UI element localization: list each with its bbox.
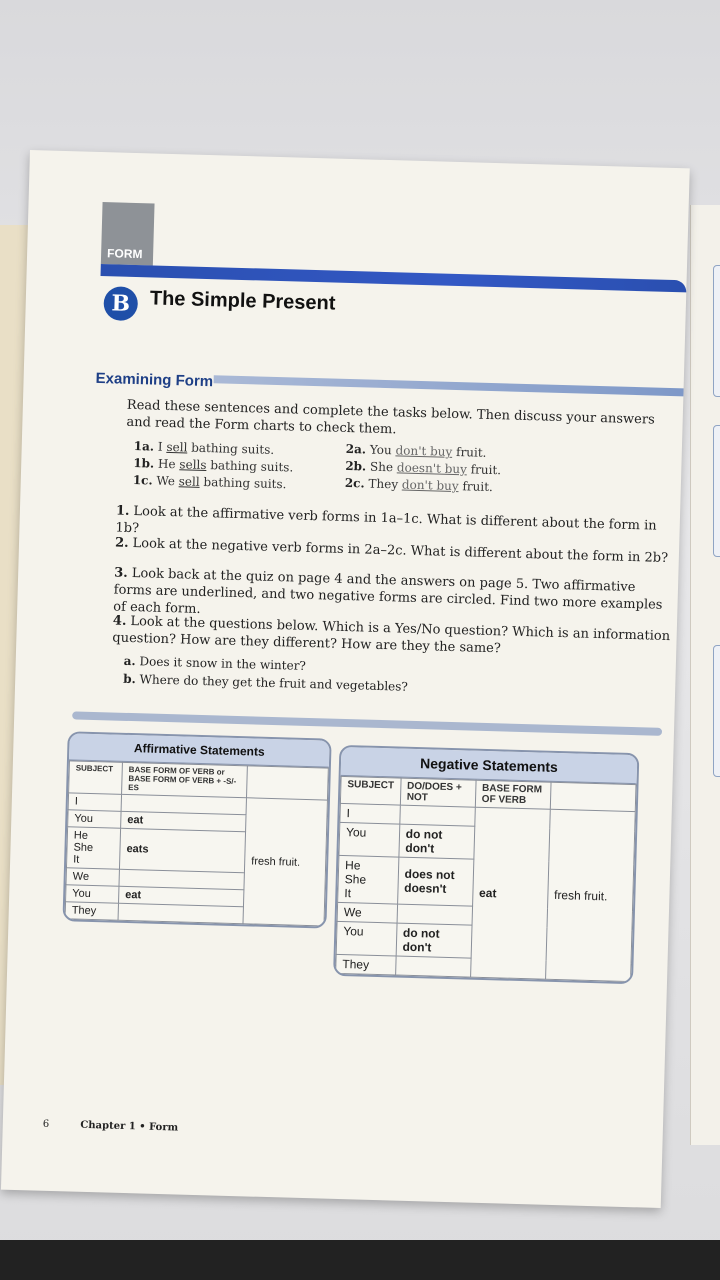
subject-cell: He She It bbox=[338, 855, 399, 904]
right-page-edge bbox=[690, 205, 720, 1145]
aux-cell: does not doesn't bbox=[397, 857, 473, 906]
example-line: 2c. They don't buy fruit. bbox=[344, 475, 494, 495]
negative-chart bbox=[333, 745, 639, 984]
chart-caption: Negative Statements bbox=[341, 747, 638, 784]
negative-table bbox=[335, 776, 636, 982]
affirmative-table bbox=[65, 760, 329, 926]
page-tab bbox=[713, 265, 720, 397]
column-header: SUBJECT bbox=[340, 776, 400, 805]
subject-cell: They bbox=[336, 954, 396, 975]
subject-cell: You bbox=[339, 822, 400, 857]
subject-cell: I bbox=[340, 803, 400, 824]
section-letter-badge: B bbox=[103, 286, 138, 321]
form-tab: FORM bbox=[101, 202, 155, 265]
verb-cell: eats bbox=[119, 828, 245, 872]
page-tab bbox=[713, 645, 720, 777]
subquestion-item: b. Where do they get the fruit and vegetables? bbox=[123, 671, 409, 694]
column-header: SUBJECT bbox=[69, 761, 123, 794]
example-line: 2a. You don't buy fruit. bbox=[345, 441, 487, 460]
aux-cell bbox=[397, 904, 473, 925]
example-line: 2b. She doesn't buy fruit. bbox=[345, 458, 502, 478]
subject-cell: We bbox=[337, 902, 397, 923]
aux-cell: do not don't bbox=[396, 923, 472, 958]
subject-cell: You bbox=[66, 885, 119, 903]
chapter-label: Chapter 1 • Form bbox=[80, 1119, 179, 1134]
verb-cell bbox=[118, 903, 243, 923]
section-divider bbox=[214, 375, 684, 396]
subject-cell: We bbox=[66, 868, 119, 886]
column-header: BASE FORM OF VERB bbox=[475, 780, 551, 809]
page-number: 6 bbox=[42, 1118, 50, 1130]
page-footer bbox=[43, 1119, 179, 1134]
verb-cell: eat bbox=[119, 886, 244, 906]
book-page bbox=[1, 150, 690, 1208]
column-header bbox=[246, 766, 328, 800]
question-item: 1. Look at the affirmative verb forms in 1a–1c. What is different about the form in 1b? bbox=[115, 503, 657, 537]
aux-cell bbox=[395, 956, 471, 977]
subject-cell: He She It bbox=[66, 827, 120, 869]
question-item: 2. Look at the negative verb forms in 2a–2c. What is different about the form in 2b? bbox=[114, 535, 669, 566]
section-title: Examining Form bbox=[95, 369, 214, 391]
object-cell: fresh fruit. bbox=[545, 809, 635, 981]
question-item: 3. Look back at the quiz on page 4 and the answers on page 5. Two affirmative forms are underlined, and two negative forms are circled. Find two more examples of each form. bbox=[113, 565, 663, 617]
aux-cell: do not don't bbox=[399, 824, 475, 859]
object-cell: fresh fruit. bbox=[243, 798, 327, 926]
example-line: 1c. We sell bathing suits. bbox=[132, 473, 287, 492]
examples-affirmative bbox=[133, 438, 294, 493]
intro-text: Read these sentences and complete the tasks below. Then discuss your answers and read the Form charts to check them. bbox=[126, 397, 655, 438]
column-header bbox=[550, 782, 636, 811]
example-line: 1a. I sell bathing suits. bbox=[133, 439, 275, 457]
column-header: DO/DOES + NOT bbox=[400, 778, 476, 807]
subject-cell: They bbox=[65, 902, 118, 920]
verb-cell: eat bbox=[470, 807, 550, 979]
subject-cell: You bbox=[336, 921, 397, 956]
examples-negative bbox=[345, 441, 502, 496]
subquestion-item: a. Does it snow in the winter? bbox=[123, 653, 307, 673]
affirmative-chart bbox=[62, 731, 331, 928]
table-shadow bbox=[0, 1240, 720, 1280]
verb-cell: eat bbox=[121, 811, 246, 831]
question-item: 4. Look at the questions below. Which is a Yes/No question? Which is an information question? How are they different? How are they the same? bbox=[112, 613, 671, 657]
subject-cell: You bbox=[68, 810, 121, 828]
chart-caption: Affirmative Statements bbox=[69, 733, 330, 767]
aux-cell bbox=[400, 805, 476, 826]
page-title: The Simple Present bbox=[149, 287, 336, 315]
column-header: BASE FORM OF VERB or BASE FORM OF VERB + -S/-ES bbox=[122, 762, 248, 797]
example-line: 1b. He sells bathing suits. bbox=[133, 456, 294, 475]
page-tab bbox=[713, 425, 720, 557]
section-divider-bar bbox=[72, 711, 662, 735]
subject-cell: I bbox=[68, 793, 121, 811]
